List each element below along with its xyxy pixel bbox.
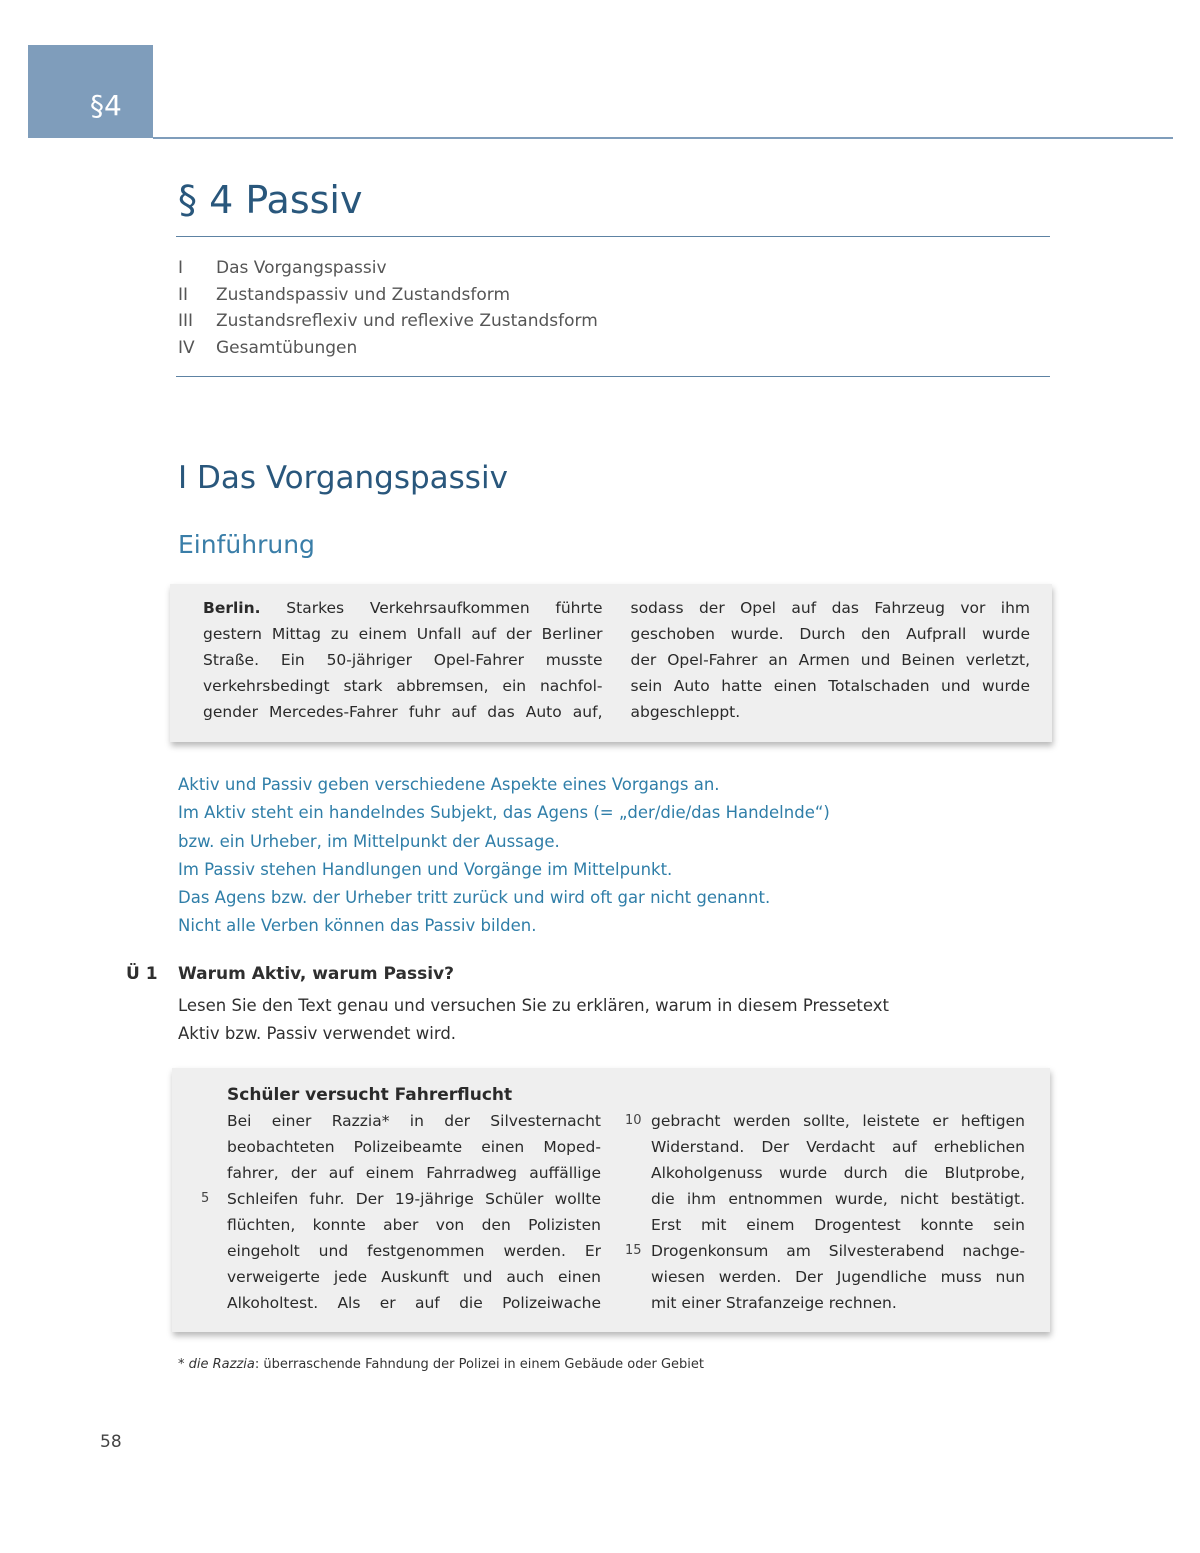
intro-line: Nicht alle Verben können das Passiv bilden.	[178, 916, 537, 936]
text-line: gebracht werden sollte, leistete er heftigen	[651, 1112, 1025, 1130]
news-box-fahrerflucht	[172, 1068, 1050, 1332]
intro-line: bzw. ein Urheber, im Mittelpunkt der Aussage.	[178, 831, 560, 851]
chapter-tab: §4	[28, 45, 153, 138]
news-box-berlin	[170, 584, 1052, 742]
text-line: Straße. Ein 50-jähriger Opel-Fahrer musste	[203, 651, 603, 669]
text-line: beobachteten Polizeibeamte einen Moped-	[227, 1138, 601, 1156]
footnote-marker: *	[178, 1357, 185, 1372]
exercise-title: Warum Aktiv, warum Passiv?	[178, 964, 455, 984]
text-line: geschoben wurde. Durch den Aufprall wurde	[630, 625, 1030, 643]
intro-line: Aktiv und Passiv geben verschiedene Aspekte eines Vorgangs an.	[178, 775, 720, 794]
article-title: Schüler versucht Fahrerflucht	[227, 1085, 513, 1105]
subsection-title: Einführung	[178, 530, 315, 559]
divider-top	[176, 236, 1050, 237]
toc-item	[178, 282, 598, 309]
footnote-term: die Razzia	[188, 1357, 255, 1372]
intro-explanation	[178, 771, 830, 941]
instruction-line: Lesen Sie den Text genau und versuchen Sie zu erklären, warum in diesem Pressetext	[178, 996, 889, 1015]
text-line: verweigerte jede Auskunft und auch einen	[227, 1268, 601, 1286]
text-line: Schleifen fuhr. Der 19-jährige Schüler wollte	[227, 1190, 601, 1208]
divider-bottom	[176, 376, 1050, 377]
text-line: sodass der Opel auf das Fahrzeug vor ihm	[630, 599, 1030, 617]
text-line: mit einer Strafanzeige rechnen.	[651, 1294, 897, 1312]
text-line: flüchten, konnte aber von den Polizisten	[227, 1216, 601, 1234]
text-line: die ihm entnommen wurde, nicht bestätigt.	[651, 1190, 1025, 1208]
text-line: sein Auto hatte einen Totalschaden und wurde	[630, 677, 1030, 695]
toc-label: Zustandspassiv und Zustandsform	[216, 284, 511, 305]
text-line: Widerstand. Der Verdacht auf erheblichen	[651, 1138, 1025, 1156]
text-line: Alkoholgenuss wurde durch die Blutprobe,	[651, 1164, 1025, 1182]
text-line: fahrer, der auf einem Fahrradweg auffällige	[227, 1164, 601, 1182]
toc-item	[178, 255, 598, 282]
toc-label: Das Vorgangspassiv	[216, 258, 387, 278]
intro-line: Im Aktiv steht ein handelndes Subjekt, das Agens (= „der/die/das Handelnde“)	[178, 803, 830, 823]
article-column-right	[625, 1108, 1025, 1316]
line-number: 5	[201, 1191, 210, 1206]
text-line: der Opel-Fahrer an Armen und Beinen verletzt,	[630, 651, 1030, 669]
text-line: Bei einer Razzia* in der Silvesternacht	[227, 1112, 601, 1130]
footnote	[178, 1356, 704, 1374]
text-line: Erst mit einem Drogentest konnte sein	[651, 1216, 1025, 1234]
footnote-text: : überraschende Fahndung der Polizei in einem Gebäude oder Gebiet	[254, 1357, 705, 1372]
exercise-label: Ü 1	[126, 964, 158, 984]
toc-label: Zustandsreflexiv und reflexive Zustandsform	[216, 311, 598, 331]
page-number: 58	[100, 1432, 122, 1452]
text-line: gender Mercedes-Fahrer fuhr auf das Auto auf,	[203, 703, 603, 721]
text-line: eingeholt und festgenommen werden. Er	[227, 1242, 601, 1260]
toc-number: II	[178, 284, 189, 305]
line-number: 10	[625, 1113, 642, 1128]
instruction-line: Aktiv bzw. Passiv verwendet wird.	[178, 1024, 457, 1043]
text-line: verkehrsbedingt stark abbremsen, ein nachfol-	[203, 677, 603, 695]
line-number: 15	[625, 1243, 642, 1258]
intro-line: Im Passiv stehen Handlungen und Vorgänge im Mittelpunkt.	[178, 859, 673, 879]
text-line: gestern Mittag zu einem Unfall auf der Berliner	[203, 625, 603, 643]
text-line: Berlin. Starkes Verkehrsaufkommen führte	[203, 599, 603, 617]
news-column-right	[631, 595, 1031, 725]
toc-number: I	[178, 258, 184, 278]
toc-number: III	[178, 311, 194, 331]
toc-item	[178, 335, 598, 362]
news-column-left	[203, 595, 603, 725]
news-lead: Berlin.	[203, 599, 261, 617]
header-rule	[153, 137, 1173, 139]
text-line: Drogenkonsum am Silvesterabend nachge-	[651, 1242, 1025, 1260]
text-line: Alkoholtest. Als er auf die Polizeiwache	[227, 1294, 601, 1312]
toc-number: IV	[178, 337, 195, 358]
intro-line: Das Agens bzw. der Urheber tritt zurück und wird oft gar nicht genannt.	[178, 888, 771, 908]
toc-item	[178, 308, 598, 335]
section-title: I Das Vorgangspassiv	[178, 460, 508, 496]
text-line: wiesen werden. Der Jugendliche muss nun	[651, 1268, 1025, 1286]
chapter-title: § 4 Passiv	[178, 178, 363, 222]
exercise-instruction	[178, 992, 889, 1048]
table-of-contents	[178, 255, 598, 361]
article-column-left	[201, 1108, 601, 1316]
text-line: abgeschleppt.	[630, 703, 741, 721]
toc-label: Gesamtübungen	[216, 337, 358, 358]
